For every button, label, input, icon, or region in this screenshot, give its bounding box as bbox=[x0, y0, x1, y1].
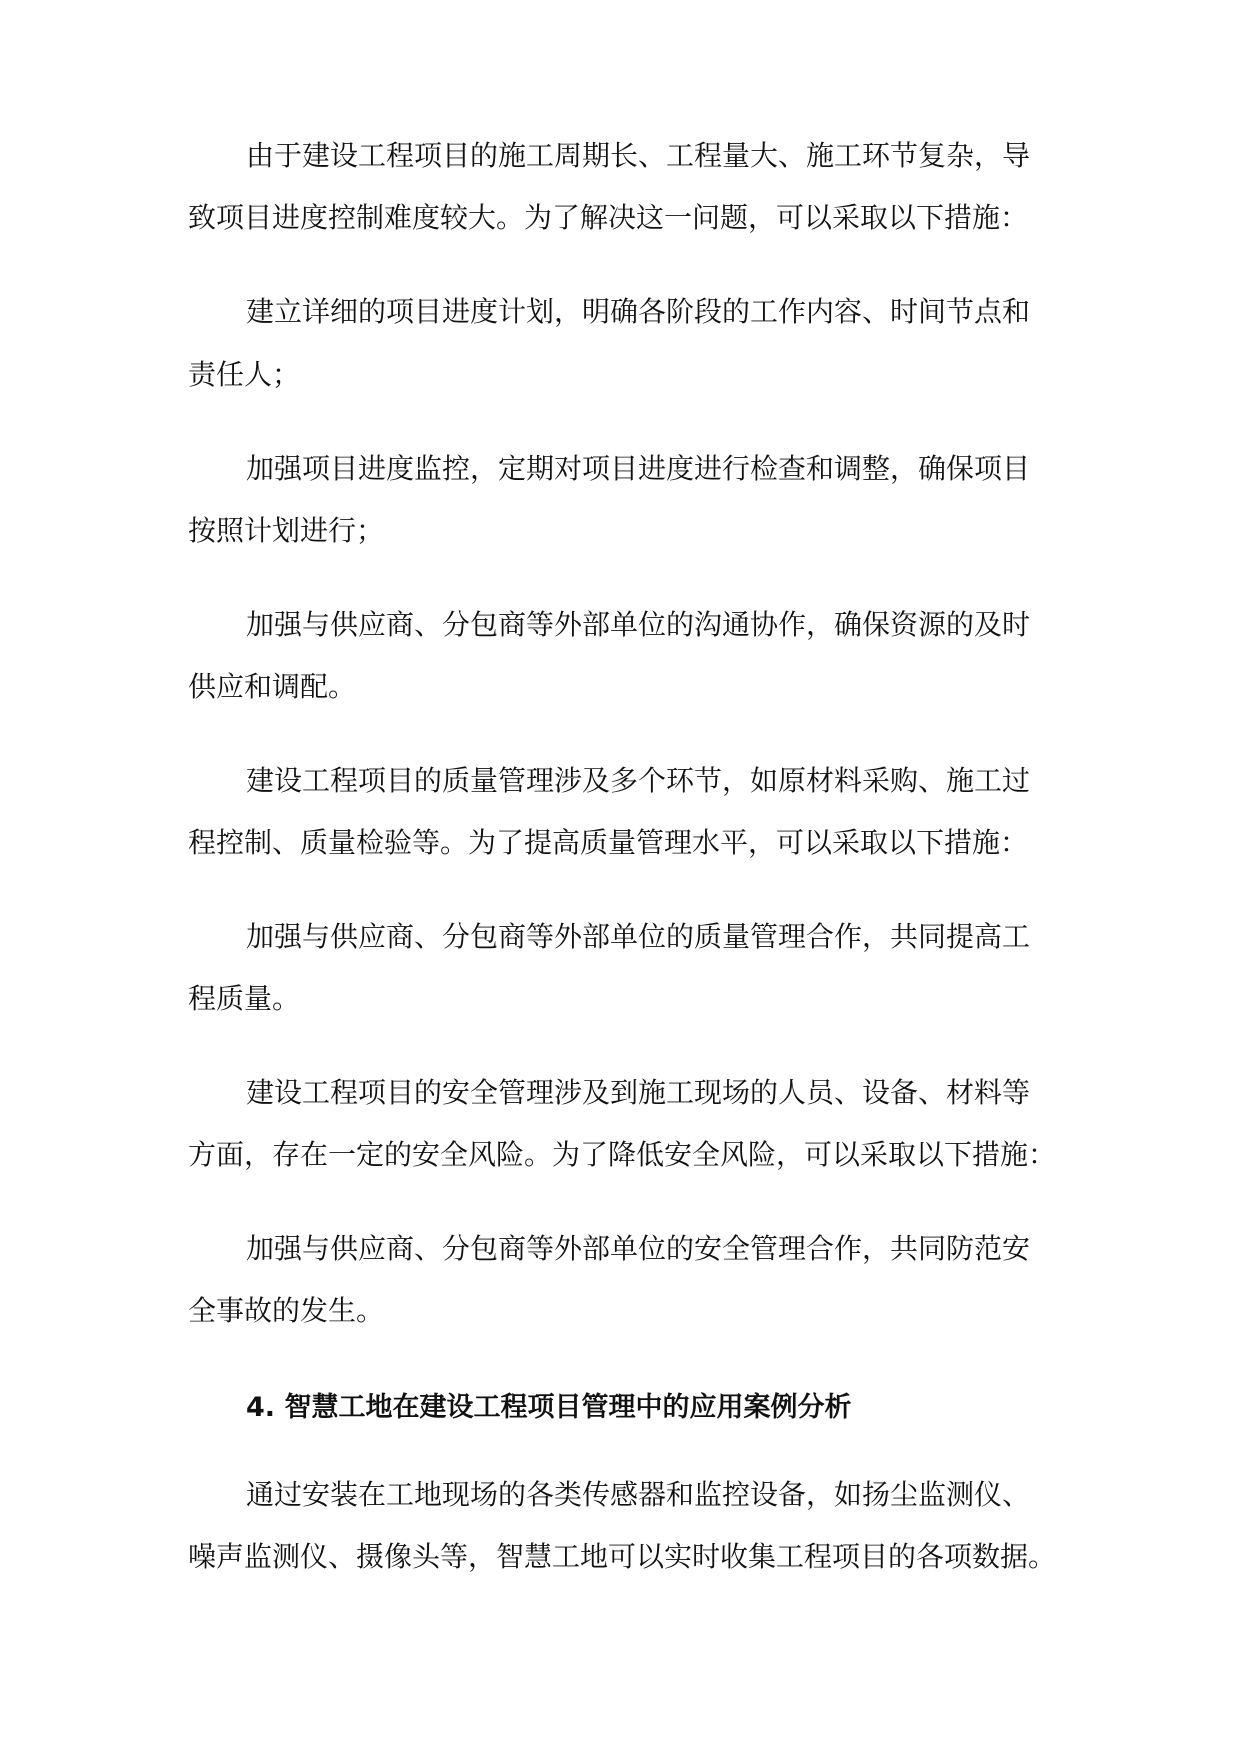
paragraph-4-line-1: 加强与供应商、分包商等外部单位的沟通协作，确保资源的及时 bbox=[246, 608, 1031, 641]
paragraph-8-line-2: 全事故的发生。 bbox=[188, 1294, 385, 1327]
final-paragraph-line-2: 噪声监测仪、摄像头等，智慧工地可以实时收集工程项目的各项数据。 bbox=[188, 1540, 1057, 1573]
paragraph-2-line-1: 建立详细的项目进度计划，明确各阶段的工作内容、时间节点和 bbox=[246, 295, 1031, 328]
section-heading: 4. 智慧工地在建设工程项目管理中的应用案例分析 bbox=[246, 1392, 852, 1423]
paragraph-1-line-1: 由于建设工程项目的施工周期长、工程量大、施工环节复杂，导 bbox=[246, 139, 1031, 172]
paragraph-7-line-2: 方面，存在一定的安全风险。为了降低安全风险，可以采取以下措施： bbox=[188, 1138, 1057, 1171]
paragraph-6-line-2: 程质量。 bbox=[188, 982, 301, 1015]
paragraph-6-line-1: 加强与供应商、分包商等外部单位的质量管理合作，共同提高工 bbox=[246, 920, 1031, 953]
paragraph-2-line-2: 责任人； bbox=[188, 358, 301, 391]
paragraph-1-line-2: 致项目进度控制难度较大。为了解决这一问题，可以采取以下措施： bbox=[188, 201, 1029, 234]
paragraph-8-line-1: 加强与供应商、分包商等外部单位的安全管理合作，共同防范安 bbox=[246, 1232, 1031, 1265]
paragraph-5-line-2: 程控制、质量检验等。为了提高质量管理水平，可以采取以下措施： bbox=[188, 826, 1029, 859]
paragraph-4-line-2: 供应和调配。 bbox=[188, 670, 357, 703]
final-paragraph-line-1: 通过安装在工地现场的各类传感器和监控设备，如扬尘监测仪、 bbox=[246, 1478, 1031, 1511]
paragraph-5-line-1: 建设工程项目的质量管理涉及多个环节，如原材料采购、施工过 bbox=[246, 764, 1031, 797]
paragraph-7-line-1: 建设工程项目的安全管理涉及到施工现场的人员、设备、材料等 bbox=[246, 1076, 1031, 1109]
paragraph-3-line-2: 按照计划进行； bbox=[188, 514, 385, 547]
paragraph-3-line-1: 加强项目进度监控，定期对项目进度进行检查和调整，确保项目 bbox=[246, 452, 1031, 485]
